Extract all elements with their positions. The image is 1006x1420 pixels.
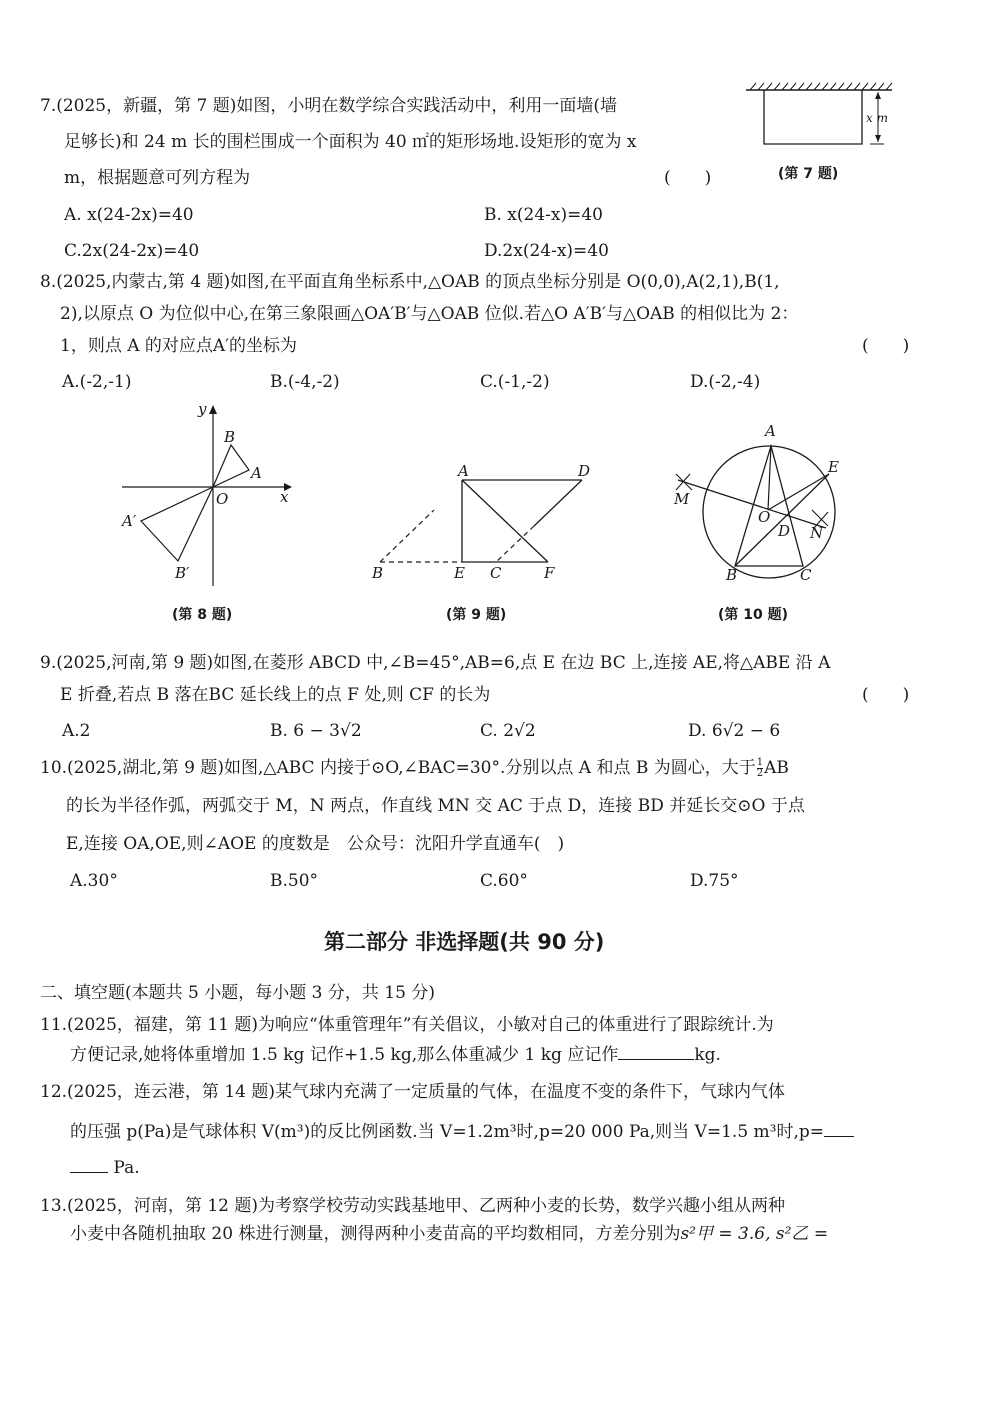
q10-fraction [757,758,763,779]
q13-line2-text: 小麦中各随机抽取 20 株进行测量，测得两种小麦苗高的平均数相同，方差分别为 [70,1224,681,1244]
q11-line1: 11.(2025，福建，第 11 题)为响应“体重管理年”有关倡议，小敏对自己的体重进行了跟踪统计.为 [40,1015,774,1035]
q10-label-e: E [828,458,839,476]
q10-label-d: D [778,522,791,540]
q8-label-y: y [198,400,207,418]
q7-option-c: C.2x(24-2x)=40 [64,241,200,261]
q13-line1: 13.(2025，河南，第 12 题)为考察学校劳动实践基地甲、乙两种小麦的长势，数学兴趣小组从两种 [40,1196,786,1216]
q9-label-d: D [578,462,591,480]
q13-variance-expr: s²甲 = 3.6, s²乙 = [680,1224,829,1244]
q8-line3: 1，则点 A 的对应点A′的坐标为 [60,336,298,356]
q9-option-a: A.2 [62,721,91,741]
q10-line3: E,连接 OA,OE,则∠AOE 的度数是 公众号：沈阳升学直通车( ) [66,834,565,854]
q10-label-n: N [810,524,824,542]
q9-option-d: D. 6√2 − 6 [688,721,781,741]
q12-unit: Pa. [113,1158,140,1178]
q11-unit: kg. [694,1045,721,1065]
q10-line1-tail: AB [764,758,789,778]
q7-fig-label: x m [866,111,888,125]
q10-line2: 的长为半径作弧，两弧交于 M，N 两点，作直线 MN 交 AC 于点 D，连接 BD 并延长交⊙O 于点 [66,796,805,816]
q8-option-b: B.(-4,-2) [270,372,340,392]
q8-label-b: B [224,428,236,446]
q8-figure [112,396,302,596]
q7-answer-paren: ( ) [664,168,712,188]
q9-label-a: A [458,462,469,480]
q8-option-d: D.(-2,-4) [690,372,761,392]
q7-line2: 足够长)和 24 m 长的围栏围成一个面积为 40 ㎡的矩形场地.设矩形的宽为 x [64,132,637,152]
q9-caption: (第 9 题) [446,607,507,623]
q8-line2: 2),以原点 O 为位似中心,在第三象限画△OA′B′与△OAB 位似.若△O A′B′与△OAB 的相似比为 2： [60,304,799,324]
q8-caption: (第 8 题) [172,607,233,623]
q9-answer-paren: ( ) [862,685,910,705]
q12-line2-text: 的压强 p(Pa)是气球体积 V(m³)的反比例函数.当 V=1.2m³时,p=20 000 Pa,则当 V=1.5 m³时,p= [70,1122,825,1142]
q9-option-b: B. 6 − 3√2 [270,721,362,741]
q8-line1: 8.(2025,内蒙古,第 4 题)如图,在平面直角坐标系中,△OAB 的顶点坐标分别是 O(0,0),A(2,1),B(1, [40,272,780,292]
q9-line2: E 折叠,若点 B 落在BC 延长线上的点 F 处,则 CF 的长为 [60,685,491,705]
q9-figure [362,454,591,584]
q7-option-d: D.2x(24-x)=40 [484,241,609,261]
q12-answer-blank-start[interactable] [824,1136,854,1137]
q7-caption: (第 7 题) [778,166,839,182]
q10-option-a: A.30° [70,871,118,891]
q12-line3 [70,1158,140,1178]
q9-line1: 9.(2025,河南,第 9 题)如图,在菱形 ABCD 中,∠B=45°,AB=6,点 E 在边 BC 上,连接 AE,将△ABE 沿 A [40,653,831,673]
q12-line2 [70,1122,854,1142]
q11-line2-text: 方便记录,她将体重增加 1.5 kg 记作+1.5 kg,那么体重减少 1 kg 应记作 [70,1045,619,1065]
q12-line1: 12.(2025，连云港，第 14 题)某气球内充满了一定质量的气体，在温度不变的条件下，气球内气体 [40,1082,786,1102]
q10-line1 [40,758,789,779]
q10-figure [668,414,844,590]
q8-label-a: A [251,464,262,482]
q8-label-x: x [280,488,289,506]
q10-label-m: M [674,490,690,508]
q7-figure [742,80,902,154]
q12-answer-blank-end[interactable] [70,1172,108,1173]
q10-label-a: A [765,422,776,440]
q10-frac-num: 1 [756,757,764,768]
q8-label-o: O [216,490,229,508]
fill-in-header: 二、填空题(本题共 5 小题，每小题 3 分，共 15 分) [40,983,435,1003]
q7-option-b: B. x(24-x)=40 [484,205,603,225]
q8-label-b-prime: B′ [175,564,190,582]
q8-label-a-prime: A′ [122,512,137,530]
q9-label-c: C [490,564,502,582]
q7-option-a: A. x(24-2x)=40 [64,205,194,225]
q9-label-f: F [544,564,555,582]
section-title: 第二部分 非选择题(共 90 分) [324,930,605,954]
q8-option-c: C.(-1,-2) [480,372,550,392]
q10-option-d: D.75° [690,871,739,891]
q10-line1-text: 10.(2025,湖北,第 9 题)如图,△ABC 内接于⊙O,∠BAC=30°.分别以点 A 和点 B 为圆心，大于 [40,758,756,778]
q10-frac-den: 2 [756,768,764,779]
q10-option-c: C.60° [480,871,528,891]
q8-answer-paren: ( ) [862,336,910,356]
q10-option-b: B.50° [270,871,319,891]
q11-answer-blank[interactable] [618,1059,694,1060]
q10-label-o: O [758,508,771,526]
q13-line2 [70,1224,828,1244]
q10-label-c: C [800,566,812,584]
q7-line3: m，根据题意可列方程为 [64,168,251,188]
q10-caption: (第 10 题) [718,607,789,623]
q7-line1: 7.(2025，新疆，第 7 题)如图，小明在数学综合实践活动中，利用一面墙(墙 [40,96,618,116]
q9-option-c: C. 2√2 [480,721,536,741]
q9-label-b: B [372,564,384,582]
q9-label-e: E [454,564,465,582]
q11-line2 [70,1045,721,1065]
q10-label-b: B [726,566,738,584]
q8-option-a: A.(-2,-1) [62,372,132,392]
